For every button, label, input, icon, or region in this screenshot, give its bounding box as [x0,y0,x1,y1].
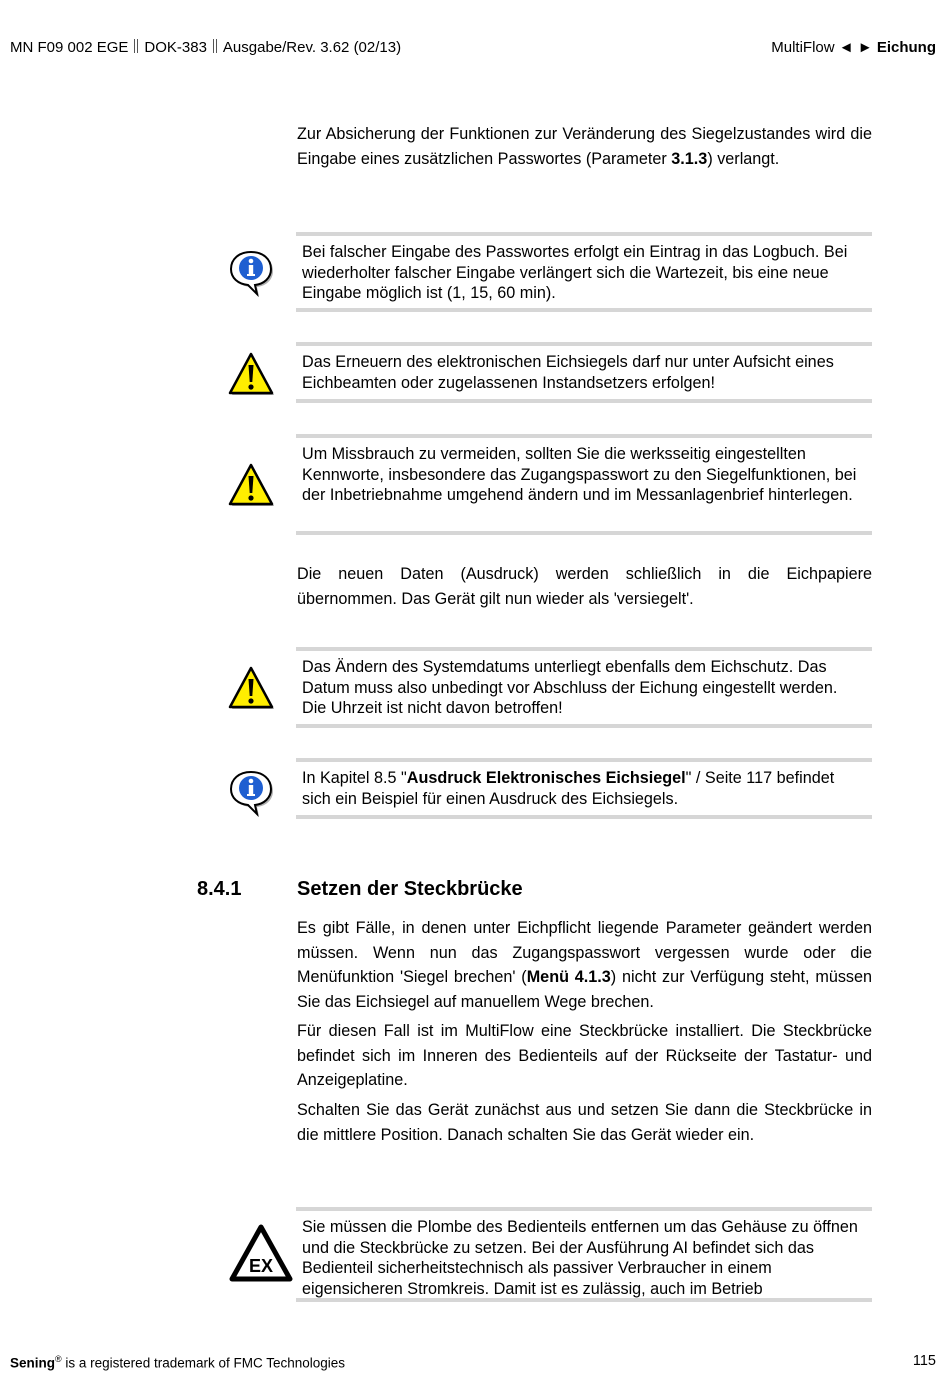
footer-trademark: Sening® is a registered trademark of FMC Technologies [10,1354,346,1371]
header-separator [134,39,138,53]
ex-hazard-icon [228,1223,294,1283]
chapter-name: Eichung [876,39,936,56]
info-icon [226,767,276,817]
menu-reference: Menü 4.1.3 [526,968,611,987]
section-title: Setzen der Steckbrücke [297,878,523,900]
warning-renewal: Das Erneuern des elektronischen Eichsiegels darf nur unter Aufsicht eines Eichbeamten oder zugelassenen Instandsetzers erfolgen! [296,342,872,403]
page-number: 115 [912,1353,936,1369]
section-paragraph-1: Es gibt Fälle, in denen unter Eichpflicht liegende Parameter geändert werden müssen. Wenn nun das Zugangspasswort vergessen wurde oder die Menüfunktion 'Siegel brechen' (Menü 4.1.3) nicht zur Verfügung steht, müssen Sie das Eichsiegel auf manuellem Wege brechen. [297,919,873,1011]
doc-id: DOK-383 [144,39,207,56]
header-separator [213,39,217,53]
page-header-left [10,38,401,58]
note-ex-hazard: Sie müssen die Plombe des Bedienteils entfernen um das Gehäuse zu öffnen und die Steckbrücke zu setzen. Bei der Ausführung AI befindet sich das Bedienteil sicherheitstechnisch als passiver Verbraucher in einem eigensicheren Stromkreis. Damit ist es zulässig, auch im Betrieb [296,1207,872,1302]
note-chapter-reference: In Kapitel 8.5 "Ausdruck Elektronisches Eichsiegel" / Seite 117 befindet sich ein Beispiel für einen Ausdruck des Eichsiegels. [296,758,872,819]
info-icon [226,247,276,297]
chapter-link-title: Ausdruck Elektronisches Eichsiegel [406,769,686,787]
warning-icon [226,460,276,510]
ex-label: EX [248,1256,274,1276]
section-number: 8.4.1 [197,878,242,900]
section-paragraph-2: Für diesen Fall ist im MultiFlow eine Steckbrücke installiert. Die Steckbrücke befindet sich im Inneren des Bedienteils auf der Rückseite der Tastatur- und Anzeigeplatine. [297,1022,872,1090]
warning-date: Das Ändern des Systemdatums unterliegt ebenfalls dem Eichschutz. Das Datum muss also unbedingt vor Abschluss der Eichung eingestellt werden. Die Uhrzeit ist nicht davon betroffen! [296,647,872,728]
warning-icon [226,349,276,399]
edition: Ausgabe/Rev. 3.62 (02/13) [222,39,402,56]
warning-icon [226,663,276,713]
brand-name: Sening [10,1355,56,1371]
paragraph-new-data: Die neuen Daten (Ausdruck) werden schließlich in die Eichpapiere übernommen. Das Gerät gilt nun wieder als 'versiegelt'. [297,565,872,608]
doc-number: MN F09 002 EGE [10,39,129,56]
page-header-right [771,38,936,58]
intro-paragraph: Zur Absicherung der Funktionen zur Veränderung des Siegelzustandes wird die Eingabe eines zusätzlichen Passwortes (Parameter 3.1.3) verlangt. [297,125,872,168]
warning-abuse: Um Missbrauch zu vermeiden, sollten Sie die werksseitig eingestellten Kennworte, insbesondere das Zugangspasswort zu den Siegelfunktionen, bei der Inbetriebnahme umgehend ändern und im Messanlagenbrief hinterlegen. [296,434,872,535]
nav-arrows: ◄ ► [838,39,873,56]
section-paragraph-3: Schalten Sie das Gerät zunächst aus und setzen Sie dann die Steckbrücke in die mittlere Position. Danach schalten Sie das Gerät wieder ein. [297,1101,872,1144]
param-reference: 3.1.3 [671,149,708,168]
product-name: MultiFlow [771,39,835,56]
note-password: Bei falscher Eingabe des Passwortes erfolgt ein Eintrag in das Logbuch. Bei wiederholter falscher Eingabe verlängert sich die Wartezeit, bis eine neue Eingabe möglich ist (1, 15, 60 min). [296,232,872,312]
